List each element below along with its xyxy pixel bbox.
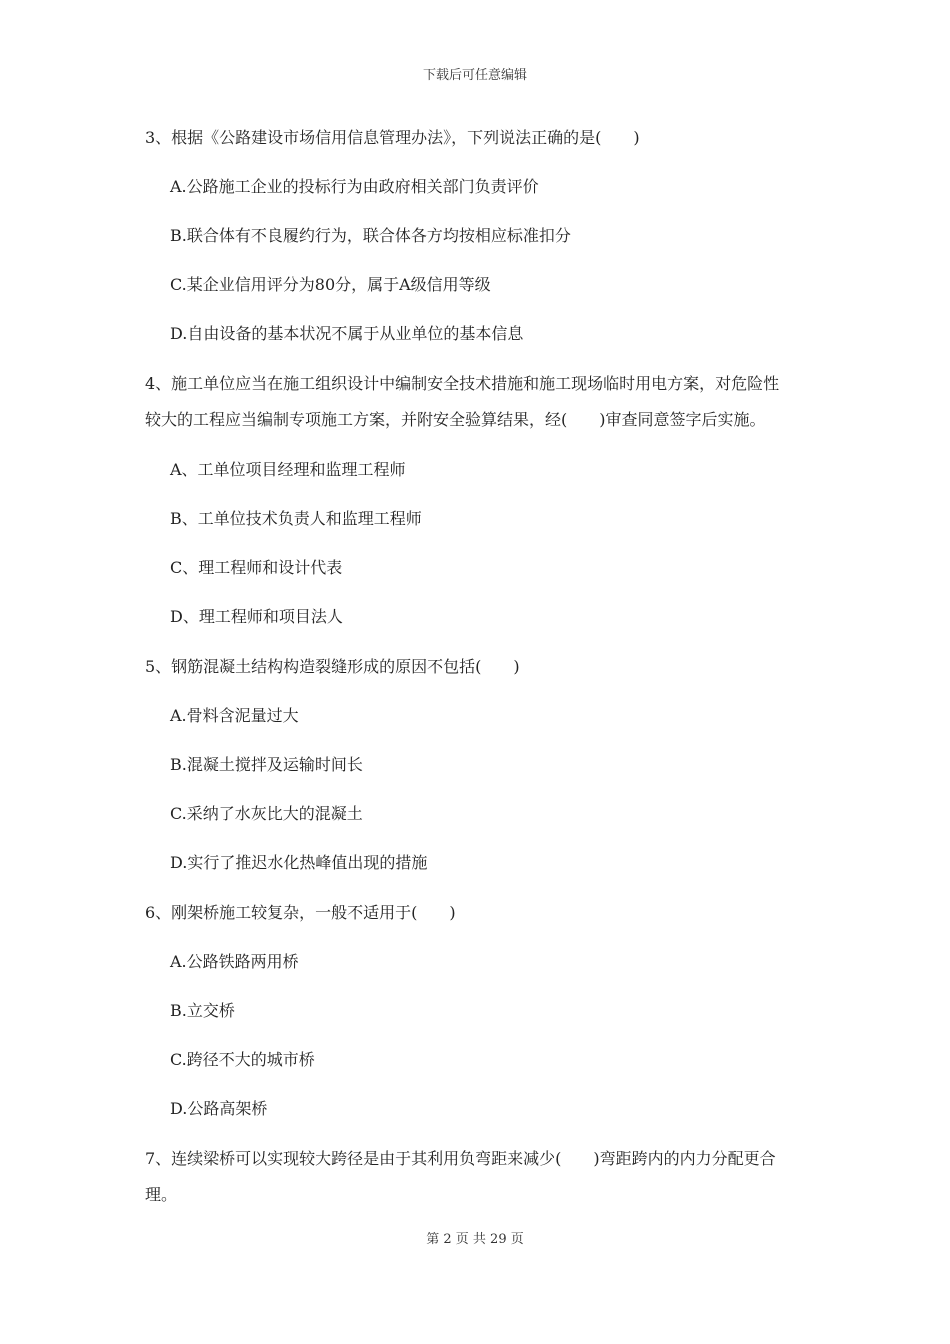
question-4-option-a: A、工单位项目经理和监理工程师 bbox=[170, 460, 406, 479]
question-6-option-c: C.跨径不大的城市桥 bbox=[170, 1050, 315, 1069]
question-4-option-c: C、理工程师和设计代表 bbox=[170, 558, 343, 577]
question-6-option-d: D.公路高架桥 bbox=[170, 1099, 268, 1118]
question-5-option-a: A.骨料含泥量过大 bbox=[170, 706, 299, 725]
question-3-option-c: C.某企业信用评分为80分，属于A级信用等级 bbox=[170, 275, 491, 294]
question-5-option-c: C.采纳了水灰比大的混凝土 bbox=[170, 804, 363, 823]
question-4-stem-line-2: 较大的工程应当编制专项施工方案，并附安全验算结果，经( )审查同意签字后实施。 bbox=[145, 410, 766, 429]
question-7-stem-line-2: 理。 bbox=[145, 1185, 178, 1204]
question-3-stem: 3、根据《公路建设市场信用信息管理办法》，下列说法正确的是( ) bbox=[145, 128, 640, 147]
question-5-option-b: B.混凝土搅拌及运输时间长 bbox=[170, 755, 363, 774]
question-5-stem: 5、钢筋混凝土结构构造裂缝形成的原因不包括( ) bbox=[145, 657, 520, 676]
page-footer: 第 2 页 共 29 页 bbox=[426, 1232, 524, 1247]
question-6-stem: 6、刚架桥施工较复杂，一般不适用于( ) bbox=[145, 903, 456, 922]
question-6-option-a: A.公路铁路两用桥 bbox=[170, 952, 299, 971]
question-4-option-b: B、工单位技术负责人和监理工程师 bbox=[170, 509, 422, 528]
question-3-option-a: A.公路施工企业的投标行为由政府相关部门负责评价 bbox=[170, 177, 539, 196]
question-3-option-b: B.联合体有不良履约行为，联合体各方均按相应标准扣分 bbox=[170, 226, 571, 245]
question-4-option-d: D、理工程师和项目法人 bbox=[170, 607, 343, 626]
question-4-stem-line-1: 4、施工单位应当在施工组织设计中编制安全技术措施和施工现场临时用电方案，对危险性 bbox=[145, 374, 780, 393]
page-header: 下载后可任意编辑 bbox=[422, 68, 527, 83]
question-6-option-b: B.立交桥 bbox=[170, 1001, 235, 1020]
question-3-option-d: D.自由设备的基本状况不属于从业单位的基本信息 bbox=[170, 324, 524, 343]
question-5-option-d: D.实行了推迟水化热峰值出现的措施 bbox=[170, 853, 428, 872]
question-7-stem-line-1: 7、连续梁桥可以实现较大跨径是由于其利用负弯距来减少( )弯距跨内的内力分配更合 bbox=[145, 1149, 776, 1168]
